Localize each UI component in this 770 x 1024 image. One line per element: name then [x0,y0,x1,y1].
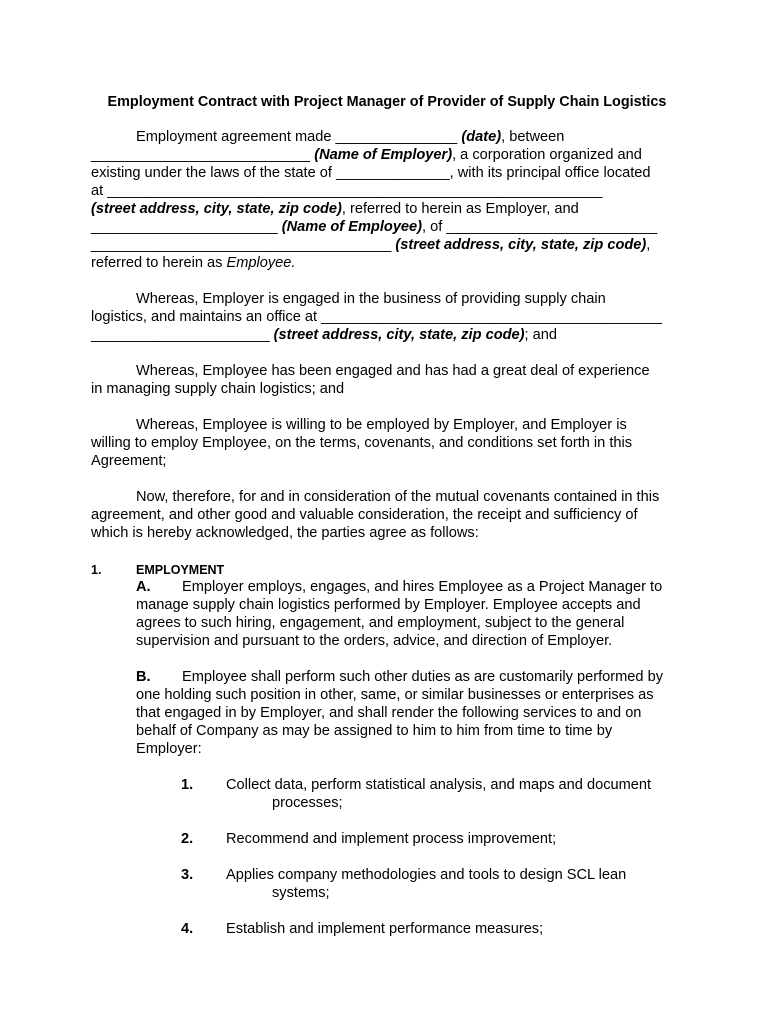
whereas-paragraph-2: Whereas, Employee has been engaged and has had a great deal of experience in managing supply chain logistics; and [91,363,650,397]
intro-line: _______________________ (Name of Employee), of __________________________ [91,219,658,235]
intro-line: _____________________________________ (street address, city, state, zip code), [91,237,651,253]
list-item-number: 1. [181,777,194,793]
subsection-letter: B. [136,669,151,685]
list-item: 3. Applies company methodologies and tools to design SCL lean systems; [181,867,627,901]
list-item-number: 3. [181,867,194,883]
intro-line: (street address, city, state, zip code), referred to herein as Employer, and [91,201,579,217]
section-heading [91,560,683,578]
subsection-b: B. Employee shall perform such other duties as are customarily performed by one holding such position in other, same, or similar businesses or enterprises as that engaged in by Employer, and shall render the following services to and on behalf of Company as may be assigned to him to him from time to time by Employer: [136,669,663,757]
intro-paragraph [91,128,683,272]
intro-line: existing under the laws of the state of ______________, with its principal office located [91,165,651,181]
list-item: 4. Establish and implement performance measures; [181,921,544,937]
list-item: 1. Collect data, perform statistical analysis, and maps and document processes; [181,777,652,811]
section-number: 1. [91,563,102,577]
list-item-number: 4. [181,921,194,937]
intro-line: referred to herein as Employee. [91,255,296,271]
intro-line: at _____________________________________________________________ [91,183,603,199]
whereas-paragraph-3: Whereas, Employee is willing to be employed by Employer, and Employer is willing to employ Employee, on the terms, covenants, and conditions set forth in this Agreement; [91,417,633,469]
subsection-letter: A. [136,579,151,595]
now-therefore-paragraph: Now, therefore, for and in consideration of the mutual covenants contained in this agreement, and other good and valuable consideration, the receipt and sufficiency of which is hereby acknowledged, the parties agree as follows: [91,489,660,541]
whereas-paragraph-1: Whereas, Employer is engaged in the business of providing supply chain logistics, and maintains an office at __________________________________________ ______________________ (street address, city, state, zip code); and [91,291,663,343]
intro-line: ___________________________ (Name of Employer), a corporation organized and [91,147,642,163]
document-title: Employment Contract with Project Manager of Provider of Supply Chain Logistics [107,94,667,110]
intro-line: Employment agreement made _______________ (date), between [136,129,565,145]
document-page [91,93,683,956]
subsection-a: A. Employer employs, engages, and hires Employee as a Project Manager to manage supply chain logistics performed by Employer. Employee accepts and agrees to such hiring, engagement, and employment, subject to the general supervision and pursuant to the orders, advice, and direction of Employer. [136,579,663,649]
list-item: 2. Recommend and implement process improvement; [181,831,557,847]
section-title: EMPLOYMENT [136,563,225,577]
list-item-number: 2. [181,831,194,847]
